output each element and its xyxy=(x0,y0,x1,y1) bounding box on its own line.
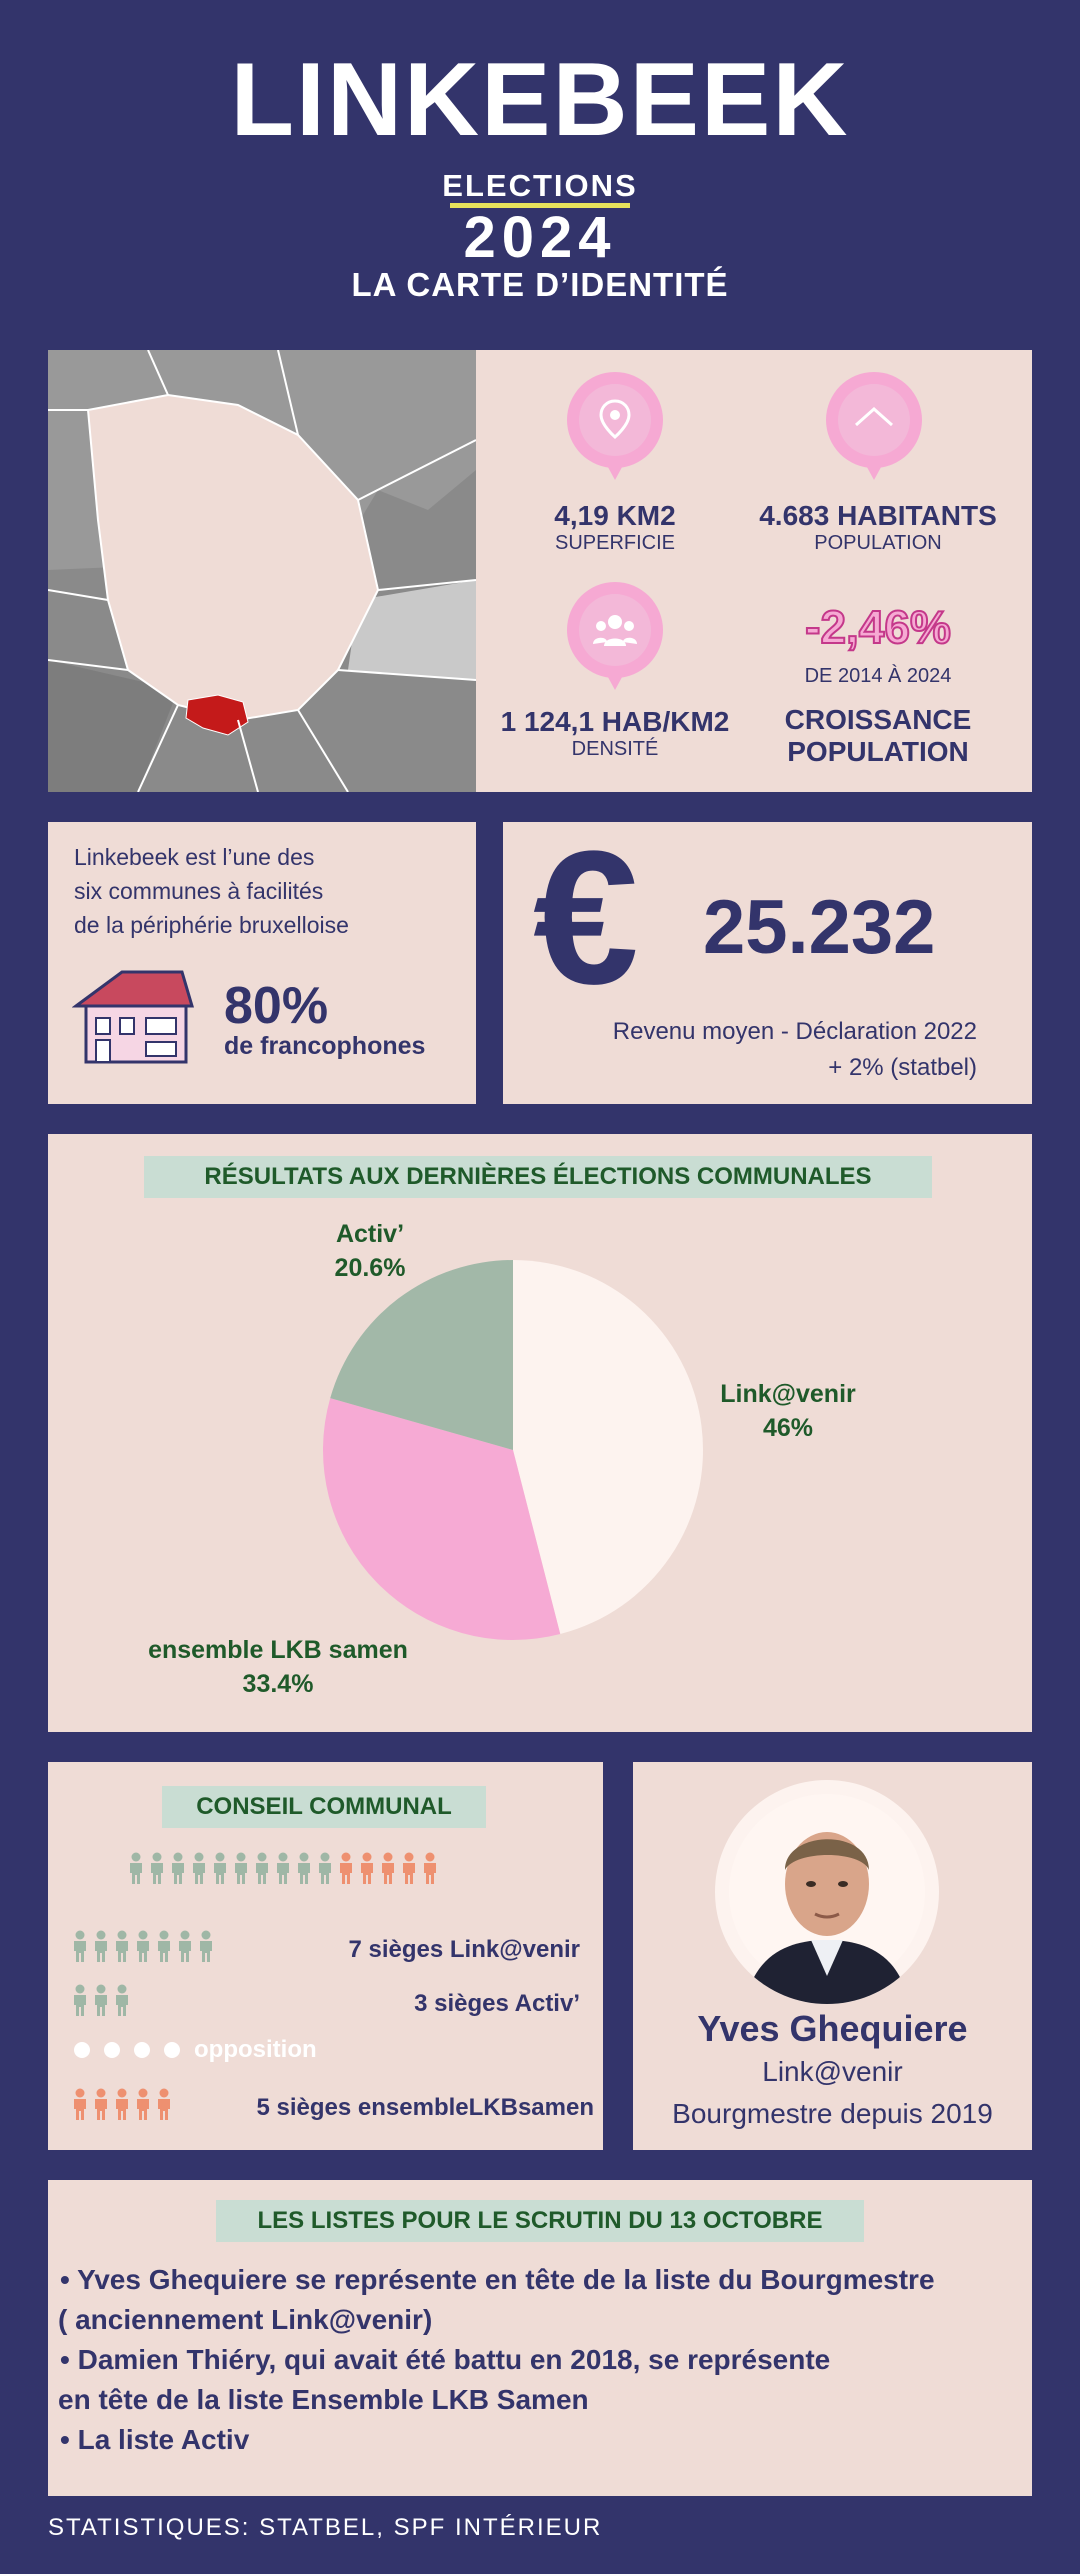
seat-person-icon xyxy=(135,2088,151,2125)
lists-title: LES LISTES POUR LE SCRUTIN DU 13 OCTOBRE xyxy=(216,2200,864,2242)
seat-person-icon xyxy=(380,1852,396,1889)
pie-label-activ-name: Activ’ xyxy=(335,1220,405,1248)
footer-sources: STATISTIQUES: STATBEL, SPF INTÉRIEUR xyxy=(48,2514,603,2541)
seat-person-icon xyxy=(93,2088,109,2125)
seat-person-icon xyxy=(114,2088,130,2125)
pie-label-link xyxy=(688,1378,888,1446)
seat-person-icon xyxy=(254,1852,270,1889)
seat-person-icon xyxy=(359,1852,375,1889)
seat-person-icon xyxy=(212,1852,228,1889)
area-label: SUPERFICIE xyxy=(554,532,676,554)
pie-label-lkb-value: 33.4% xyxy=(242,1669,314,1698)
inhabitants-value: 4.683 HABITANTS xyxy=(759,500,997,531)
mayor-panel xyxy=(633,1762,1032,2150)
growth-label-line1: CROISSANCE xyxy=(784,704,972,735)
seat-person-icon xyxy=(170,1852,186,1889)
facilities-line2: six communes à facilités xyxy=(74,878,324,904)
income-value: 25.232 xyxy=(703,885,936,970)
list-item-3: • La liste Activ xyxy=(60,2424,250,2455)
results-panel xyxy=(48,1134,1032,1732)
facilities-line1: Linkebeek est l’une des xyxy=(74,844,315,870)
mayor-party: Link@venir xyxy=(762,2056,903,2087)
income-line1: Revenu moyen - Déclaration 2022 xyxy=(612,1018,977,1045)
pie-label-lkb xyxy=(128,1634,428,1702)
house-illustration-icon xyxy=(72,962,196,1066)
pie-label-activ-value: 20.6% xyxy=(334,1253,406,1282)
seat-person-icon xyxy=(93,1930,109,1967)
all-seats-row xyxy=(128,1852,438,1889)
growth-period: DE 2014 À 2024 xyxy=(804,665,952,687)
density-value: 1 124,1 HAB/KM2 xyxy=(500,706,730,737)
seat-person-icon xyxy=(422,1852,438,1889)
pie-label-link-name: Link@venir xyxy=(720,1380,856,1408)
income-panel xyxy=(503,812,1032,1104)
location-pin-icon xyxy=(567,372,663,468)
pie-label-lkb-name: ensemble LKB samen xyxy=(148,1636,408,1664)
list-item-1-continued: ( anciennement Link@venir) xyxy=(58,2304,433,2335)
seat-person-icon xyxy=(72,1930,88,1967)
mayor-role: Bourgmestre depuis 2019 xyxy=(672,2098,993,2129)
list-item-2-text: Damien Thiéry, qui avait été battu en 2018, se représente xyxy=(77,2344,831,2375)
francophones-label: de francophones xyxy=(224,1032,426,1060)
facilities-line3: de la périphérie bruxelloise xyxy=(74,912,349,938)
seat-person-icon xyxy=(156,2088,172,2125)
seat-person-icon xyxy=(114,1984,130,2021)
seats-activ-label: 3 sièges Activ’ xyxy=(414,1990,580,2017)
council-title: CONSEIL COMMUNAL xyxy=(162,1786,486,1828)
seats-link-label: 7 sièges Link@venir xyxy=(348,1936,580,1963)
pie-label-link-value: 46% xyxy=(762,1413,814,1442)
inhabitants-label: POPULATION xyxy=(814,532,942,554)
page-title: LINKEBEEK xyxy=(230,42,850,158)
people-icon xyxy=(567,582,663,678)
seat-person-icon xyxy=(296,1852,312,1889)
seat-person-icon xyxy=(72,2088,88,2125)
seat-person-icon xyxy=(338,1852,354,1889)
list-item-2: • Damien Thiéry, qui avait été battu en 2018, se représente xyxy=(60,2344,831,2375)
francophones-percent: 80% xyxy=(224,977,329,1035)
opposition-dots xyxy=(74,2042,180,2058)
density-label: DENSITÉ xyxy=(571,738,659,760)
euro-icon: € xyxy=(533,812,639,1024)
seat-person-icon xyxy=(317,1852,333,1889)
results-title: RÉSULTATS AUX DERNIÈRES ÉLECTIONS COMMUNALES xyxy=(144,1156,932,1198)
page-subtitle: LA CARTE D’IDENTITÉ xyxy=(351,266,729,303)
lkb-seats-row xyxy=(72,2088,172,2125)
income-line2: + 2% (statbel) xyxy=(828,1054,977,1081)
seats-lkb-label: 5 sièges ensembleLKBsamen xyxy=(256,2094,594,2121)
seat-person-icon xyxy=(401,1852,417,1889)
seat-person-icon xyxy=(135,1930,151,1967)
lists-panel xyxy=(48,2180,1032,2496)
seat-person-icon xyxy=(191,1852,207,1889)
seat-person-icon xyxy=(149,1852,165,1889)
council-panel xyxy=(48,1762,603,2150)
seat-person-icon xyxy=(93,1984,109,2021)
list-item-1: • Yves Ghequiere se représente en tête de la liste du Bourgmestre xyxy=(60,2264,935,2295)
activ-seats-row xyxy=(72,1984,130,2021)
facilities-panel xyxy=(48,822,476,1104)
list-item-1-text: Yves Ghequiere se représente en tête de la liste du Bourgmestre xyxy=(77,2264,935,2295)
seat-person-icon xyxy=(275,1852,291,1889)
mayor-name: Yves Ghequiere xyxy=(697,2008,968,2049)
list-item-2-continued: en tête de la liste Ensemble LKB Samen xyxy=(58,2384,589,2415)
area-value: 4,19 KM2 xyxy=(554,500,676,531)
seat-person-icon xyxy=(156,1930,172,1967)
seat-person-icon xyxy=(233,1852,249,1889)
seat-person-icon xyxy=(198,1930,214,1967)
house-icon xyxy=(826,372,922,468)
seat-person-icon xyxy=(72,1984,88,2021)
identity-panel xyxy=(48,350,1032,792)
list-item-3-text: La liste Activ xyxy=(77,2424,250,2455)
mayor-avatar xyxy=(715,1780,939,2004)
pie-label-activ xyxy=(310,1218,430,1286)
seat-person-icon xyxy=(177,1930,193,1967)
seat-person-icon xyxy=(114,1930,130,1967)
seat-person-icon xyxy=(128,1852,144,1889)
growth-label-line2: POPULATION xyxy=(787,736,969,767)
municipality-map xyxy=(48,350,476,792)
opposition-label: opposition xyxy=(194,2036,317,2063)
elections-label: ELECTIONS xyxy=(442,168,638,203)
growth-value: -2,46% xyxy=(805,601,951,653)
link-seats-row xyxy=(72,1930,214,1967)
election-year: 2024 xyxy=(463,205,617,270)
